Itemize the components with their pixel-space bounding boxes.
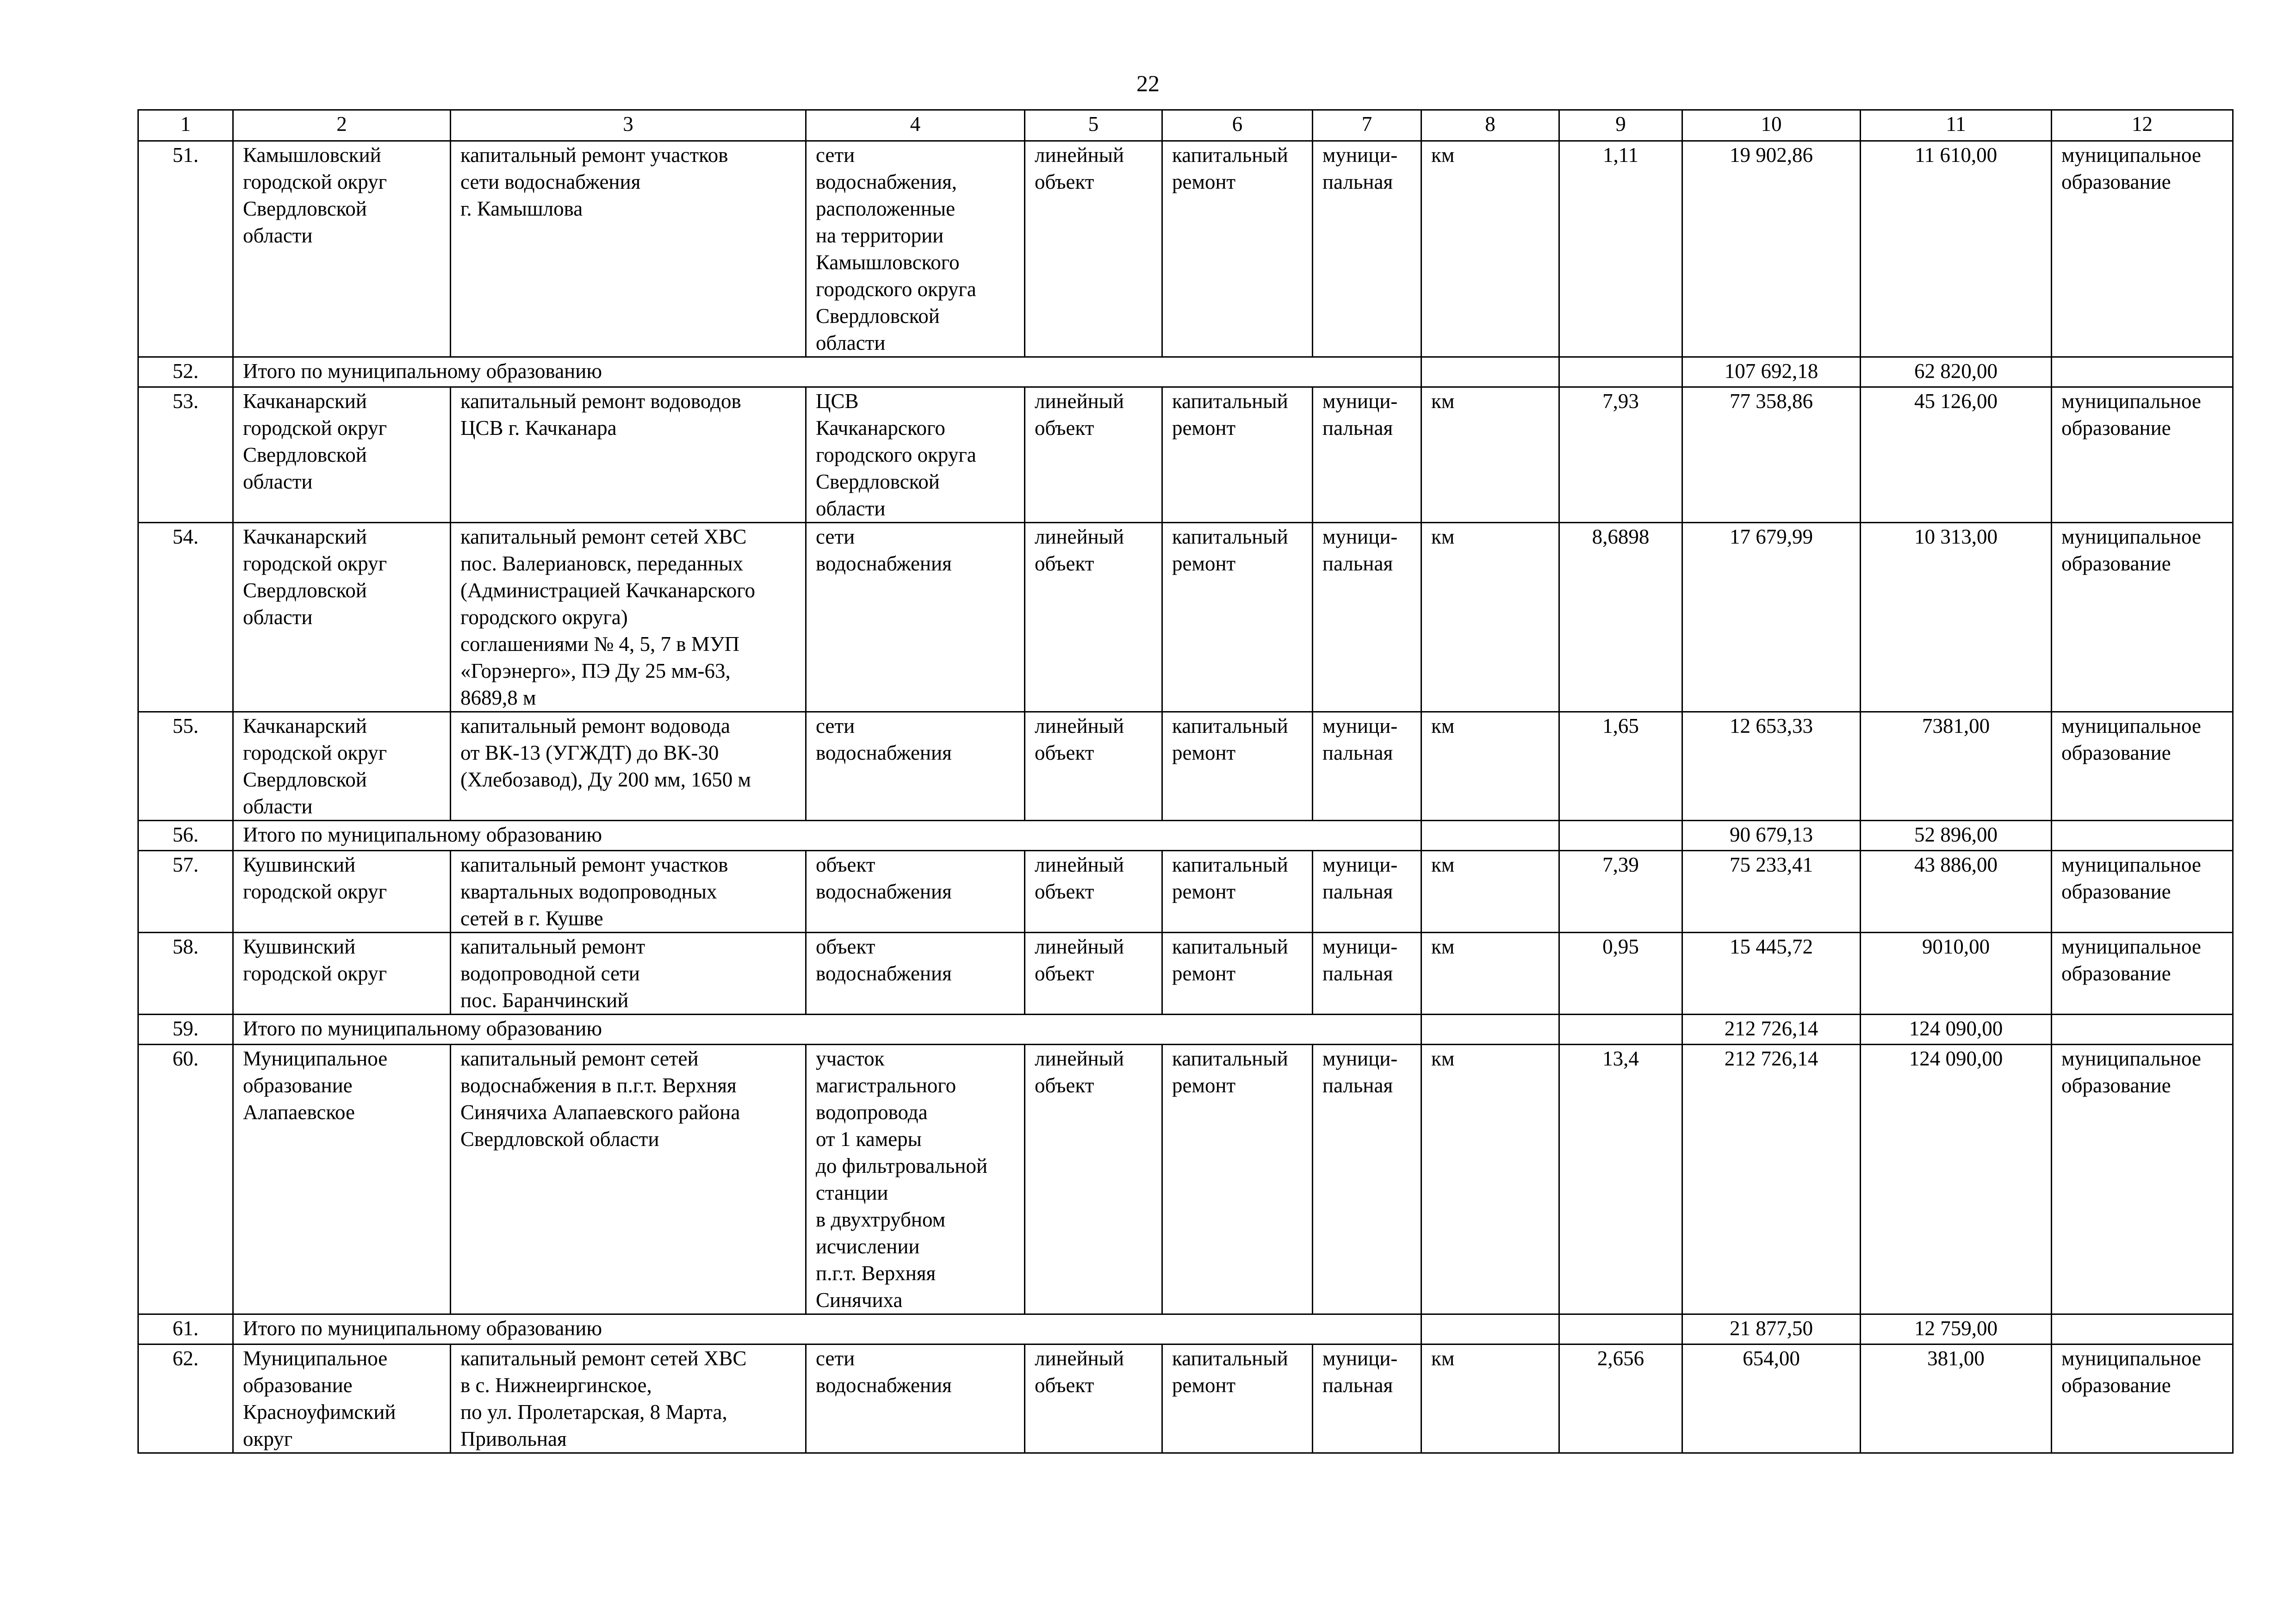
work-description-cell: капитальный ремонт водовода от ВК-13 (УГЖДТ) до ВК-30 (Хлебозавод), Ду 200 мм, 1650 м [451, 712, 806, 821]
header-cell: 2 [233, 110, 451, 141]
subsidy-cell: 124 090,00 [1861, 1045, 2052, 1314]
quantity-cell [1559, 821, 1682, 851]
work-type-cell: капитальный ремонт [1162, 1045, 1313, 1314]
work-type-cell: капитальный ремонт [1162, 1344, 1313, 1453]
cost-cell: 212 726,14 [1682, 1015, 1861, 1045]
object-cell: участок магистрального водопровода от 1 камеры до фильтровальной станции в двухтрубном исчислении п.г.т. Верхняя Синячиха [806, 1045, 1025, 1314]
territory-cell: Качканарский городской округ Свердловской области [233, 712, 451, 821]
quantity-cell [1559, 1015, 1682, 1045]
unit-cell: км [1421, 712, 1559, 821]
total-label: Итого по муниципальному образованию [233, 1314, 1421, 1344]
cost-cell: 654,00 [1682, 1344, 1861, 1453]
work-type-cell: капитальный ремонт [1162, 141, 1313, 357]
object-type-cell: линейный объект [1025, 851, 1162, 933]
territory-cell: Кушвинский городской округ [233, 933, 451, 1015]
unit-cell: км [1421, 1344, 1559, 1453]
header-cell: 5 [1025, 110, 1162, 141]
total-row [138, 821, 2233, 851]
territory-cell: Муниципальное образование Красноуфимский округ [233, 1344, 451, 1453]
quantity-cell [1559, 357, 1682, 387]
recipient-cell [2052, 357, 2233, 387]
quantity-cell: 1,65 [1559, 712, 1682, 821]
row-number: 52. [138, 357, 233, 387]
work-type-cell: капитальный ремонт [1162, 933, 1313, 1015]
table-row [138, 387, 2233, 523]
header-cell: 4 [806, 110, 1025, 141]
work-description-cell: капитальный ремонт сетей ХВС в с. Нижнеиргинское, по ул. Пролетарская, 8 Марта, Привольная [451, 1344, 806, 1453]
cost-cell: 212 726,14 [1682, 1045, 1861, 1314]
header-cell: 12 [2052, 110, 2233, 141]
row-number: 61. [138, 1314, 233, 1344]
header-cell: 6 [1162, 110, 1313, 141]
work-description-cell: капитальный ремонт участков квартальных водопроводных сетей в г. Кушве [451, 851, 806, 933]
subsidy-cell: 45 126,00 [1861, 387, 2052, 523]
object-type-cell: линейный объект [1025, 1045, 1162, 1314]
table-row [138, 523, 2233, 712]
recipient-cell: муниципальное образование [2052, 851, 2233, 933]
header-cell: 8 [1421, 110, 1559, 141]
quantity-cell: 13,4 [1559, 1045, 1682, 1314]
work-description-cell: капитальный ремонт водоводов ЦСВ г. Качканара [451, 387, 806, 523]
work-description-cell: капитальный ремонт сетей водоснабжения в п.г.т. Верхняя Синячиха Алапаевского района Свердловской области [451, 1045, 806, 1314]
row-number: 55. [138, 712, 233, 821]
recipient-cell: муниципальное образование [2052, 387, 2233, 523]
subsidy-cell: 43 886,00 [1861, 851, 2052, 933]
quantity-cell: 2,656 [1559, 1344, 1682, 1453]
cost-cell: 21 877,50 [1682, 1314, 1861, 1344]
object-cell: ЦСВ Качканарского городского округа Свердловской области [806, 387, 1025, 523]
subsidy-cell: 7381,00 [1861, 712, 2052, 821]
object-cell: сети водоснабжения [806, 1344, 1025, 1453]
unit-cell: км [1421, 141, 1559, 357]
object-cell: сети водоснабжения [806, 712, 1025, 821]
territory-cell: Качканарский городской округ Свердловской области [233, 523, 451, 712]
work-description-cell: капитальный ремонт участков сети водоснабжения г. Камышлова [451, 141, 806, 357]
ownership-cell: муници- пальная [1313, 851, 1421, 933]
unit-cell: км [1421, 1045, 1559, 1314]
header-cell: 1 [138, 110, 233, 141]
cost-cell: 75 233,41 [1682, 851, 1861, 933]
work-type-cell: капитальный ремонт [1162, 712, 1313, 821]
row-number: 51. [138, 141, 233, 357]
object-type-cell: линейный объект [1025, 933, 1162, 1015]
recipient-cell: муниципальное образование [2052, 712, 2233, 821]
header-cell: 10 [1682, 110, 1861, 141]
page-number: 22 [1136, 70, 1160, 96]
ownership-cell: муници- пальная [1313, 712, 1421, 821]
recipient-cell: муниципальное образование [2052, 1344, 2233, 1453]
row-number: 53. [138, 387, 233, 523]
recipient-cell: муниципальное образование [2052, 1045, 2233, 1314]
quantity-cell [1559, 1314, 1682, 1344]
header-cell: 9 [1559, 110, 1682, 141]
object-cell: сети водоснабжения, расположенные на территории Камышловского городского округа Свердловской области [806, 141, 1025, 357]
work-description-cell: капитальный ремонт водопроводной сети пос. Баранчинский [451, 933, 806, 1015]
territory-cell: Качканарский городской округ Свердловской области [233, 387, 451, 523]
recipient-cell [2052, 1015, 2233, 1045]
subsidy-cell: 124 090,00 [1861, 1015, 2052, 1045]
quantity-cell: 7,39 [1559, 851, 1682, 933]
header-cell: 3 [451, 110, 806, 141]
total-row [138, 357, 2233, 387]
subsidy-cell: 10 313,00 [1861, 523, 2052, 712]
total-label: Итого по муниципальному образованию [233, 1015, 1421, 1045]
row-number: 60. [138, 1045, 233, 1314]
object-type-cell: линейный объект [1025, 141, 1162, 357]
ownership-cell: муници- пальная [1313, 933, 1421, 1015]
header-cell: 7 [1313, 110, 1421, 141]
object-type-cell: линейный объект [1025, 523, 1162, 712]
table-row [138, 1344, 2233, 1453]
quantity-cell: 1,11 [1559, 141, 1682, 357]
row-number: 59. [138, 1015, 233, 1045]
work-type-cell: капитальный ремонт [1162, 523, 1313, 712]
total-row [138, 1015, 2233, 1045]
cost-cell: 12 653,33 [1682, 712, 1861, 821]
unit-cell [1421, 1015, 1559, 1045]
object-cell: объект водоснабжения [806, 933, 1025, 1015]
object-cell: сети водоснабжения [806, 523, 1025, 712]
cost-cell: 107 692,18 [1682, 357, 1861, 387]
territory-cell: Кушвинский городской округ [233, 851, 451, 933]
header-row [138, 110, 2233, 141]
recipient-cell [2052, 821, 2233, 851]
recipient-cell: муниципальное образование [2052, 933, 2233, 1015]
cost-cell: 77 358,86 [1682, 387, 1861, 523]
unit-cell: км [1421, 387, 1559, 523]
total-label: Итого по муниципальному образованию [233, 821, 1421, 851]
quantity-cell: 8,6898 [1559, 523, 1682, 712]
subsidy-cell: 381,00 [1861, 1344, 2052, 1453]
table-row [138, 141, 2233, 357]
row-number: 57. [138, 851, 233, 933]
object-type-cell: линейный объект [1025, 1344, 1162, 1453]
recipient-cell: муниципальное образование [2052, 141, 2233, 357]
ownership-cell: муници- пальная [1313, 141, 1421, 357]
unit-cell: км [1421, 523, 1559, 712]
subsidy-cell: 9010,00 [1861, 933, 2052, 1015]
program-table [137, 109, 2234, 1454]
table-row [138, 712, 2233, 821]
cost-cell: 15 445,72 [1682, 933, 1861, 1015]
subsidy-cell: 62 820,00 [1861, 357, 2052, 387]
header-cell: 11 [1861, 110, 2052, 141]
unit-cell [1421, 1314, 1559, 1344]
object-type-cell: линейный объект [1025, 712, 1162, 821]
table-row [138, 1045, 2233, 1314]
quantity-cell: 7,93 [1559, 387, 1682, 523]
table-row [138, 851, 2233, 933]
subsidy-cell: 52 896,00 [1861, 821, 2052, 851]
subsidy-cell: 11 610,00 [1861, 141, 2052, 357]
territory-cell: Муниципальное образование Алапаевское [233, 1045, 451, 1314]
row-number: 62. [138, 1344, 233, 1453]
unit-cell [1421, 821, 1559, 851]
row-number: 54. [138, 523, 233, 712]
object-type-cell: линейный объект [1025, 387, 1162, 523]
ownership-cell: муници- пальная [1313, 387, 1421, 523]
unit-cell [1421, 357, 1559, 387]
cost-cell: 17 679,99 [1682, 523, 1861, 712]
work-type-cell: капитальный ремонт [1162, 387, 1313, 523]
cost-cell: 19 902,86 [1682, 141, 1861, 357]
subsidy-cell: 12 759,00 [1861, 1314, 2052, 1344]
total-row [138, 1314, 2233, 1344]
cost-cell: 90 679,13 [1682, 821, 1861, 851]
work-description-cell: капитальный ремонт сетей ХВС пос. Валериановск, переданных (Администрацией Качканарского городского округа) соглашениями № 4, 5, 7 в МУП «Горэнерго», ПЭ Ду 25 мм-63, 8689,8 м [451, 523, 806, 712]
ownership-cell: муници- пальная [1313, 1045, 1421, 1314]
table-row [138, 933, 2233, 1015]
unit-cell: км [1421, 851, 1559, 933]
quantity-cell: 0,95 [1559, 933, 1682, 1015]
row-number: 58. [138, 933, 233, 1015]
recipient-cell [2052, 1314, 2233, 1344]
work-type-cell: капитальный ремонт [1162, 851, 1313, 933]
row-number: 56. [138, 821, 233, 851]
unit-cell: км [1421, 933, 1559, 1015]
object-cell: объект водоснабжения [806, 851, 1025, 933]
recipient-cell: муниципальное образование [2052, 523, 2233, 712]
territory-cell: Камышловский городской округ Свердловской области [233, 141, 451, 357]
total-label: Итого по муниципальному образованию [233, 357, 1421, 387]
ownership-cell: муници- пальная [1313, 1344, 1421, 1453]
ownership-cell: муници- пальная [1313, 523, 1421, 712]
